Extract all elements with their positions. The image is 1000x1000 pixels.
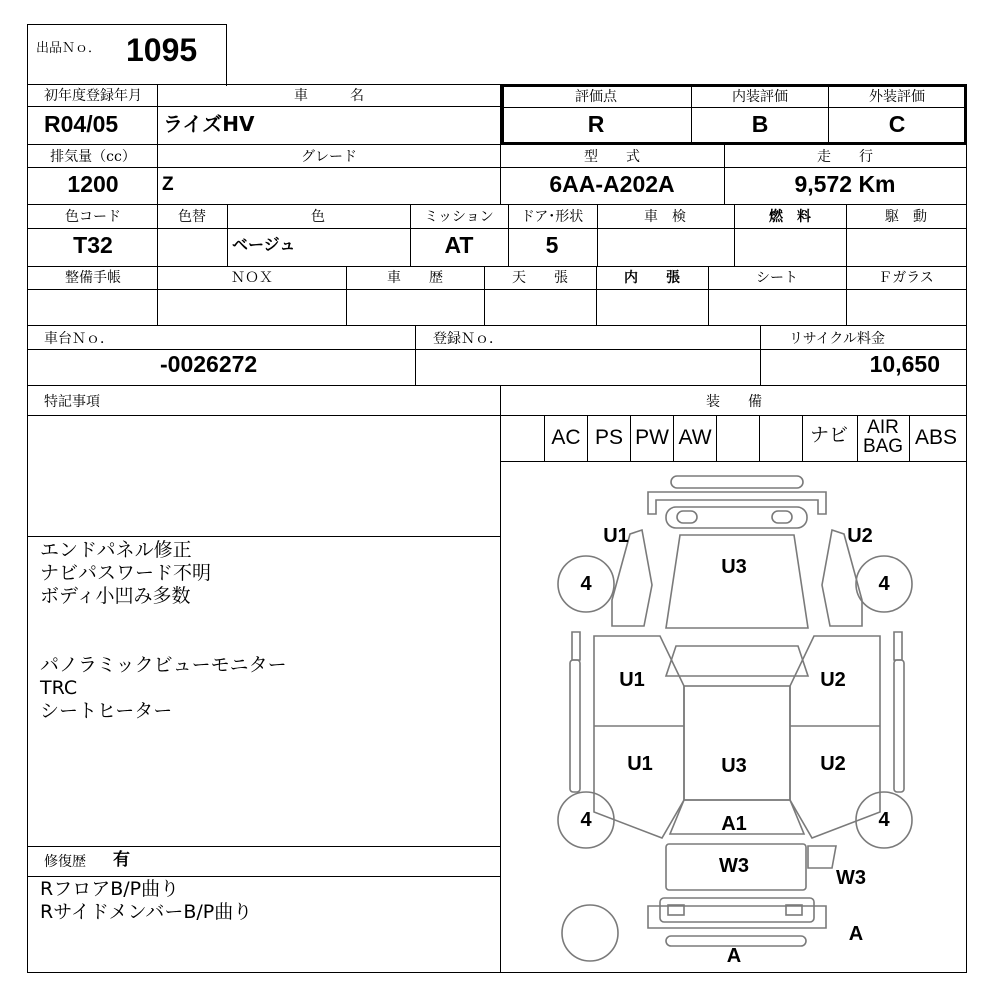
upholstery-label: 内 張	[624, 270, 680, 286]
door-type-label: ドア･形状	[520, 209, 584, 225]
grid-line	[597, 204, 598, 266]
remark-line: ナビパスワード不明	[40, 562, 212, 584]
car-name-value: ライズHV	[163, 112, 255, 136]
grid-line	[27, 204, 967, 205]
mark-rear-right-quarter: W3	[836, 867, 866, 889]
roof	[684, 686, 790, 800]
remark-line: TRC	[40, 677, 78, 699]
grid-line	[587, 415, 588, 461]
grille	[666, 507, 807, 528]
vehicle-history-label: 車 歴	[387, 270, 443, 286]
displacement-value: 1200	[67, 171, 119, 197]
lot-label: 出品Ｎｏ．	[36, 41, 102, 56]
grid-line	[734, 204, 735, 266]
grid-line	[596, 266, 597, 326]
grid-line	[27, 167, 967, 168]
grid-line	[500, 385, 501, 973]
registration-number-label: 登録Ｎｏ．	[433, 331, 503, 347]
ceiling-label: 天 張	[512, 270, 568, 286]
grid-line	[501, 107, 967, 108]
grid-line	[157, 144, 158, 204]
mark-rear-glass: A1	[721, 813, 747, 835]
repair-history-value: 有	[113, 850, 130, 870]
grid-line	[759, 415, 760, 461]
left-sill	[570, 660, 580, 792]
grid-line	[716, 415, 717, 461]
spare-tire	[562, 905, 618, 961]
repair-line: RサイドメンバーB/P曲り	[40, 901, 253, 923]
grid-line	[508, 204, 509, 266]
rear-bumper	[660, 898, 814, 922]
mirror-left	[572, 632, 580, 660]
grid-line	[501, 84, 504, 145]
model-code-label: 型 式	[584, 149, 640, 165]
score-value: R	[587, 111, 605, 137]
equipment-aw: AW	[678, 426, 712, 449]
mileage-label: 走 行	[817, 149, 873, 165]
interior-score-value: B	[751, 111, 769, 137]
repair-line: RフロアB/P曲り	[40, 878, 180, 900]
grid-line	[346, 266, 347, 326]
color-value: ベージュ	[232, 235, 296, 254]
rear-right-quarter	[808, 846, 836, 868]
grid-line	[27, 349, 967, 350]
grid-line	[828, 84, 829, 144]
mark-trunk: W3	[719, 855, 749, 877]
grid-line	[27, 266, 967, 267]
grid-line	[673, 415, 674, 461]
grid-line	[802, 415, 803, 461]
grid-line	[27, 84, 28, 973]
equipment-airbag: AIR BAG	[862, 417, 904, 457]
headlight-left	[677, 511, 697, 523]
inspection-label: 車 検	[644, 209, 686, 225]
repair-history-label: 修復歴	[44, 854, 86, 870]
mark-front-right-tire: 4	[878, 573, 890, 595]
grid-line	[630, 415, 631, 461]
remark-line: エンドパネル修正	[40, 539, 192, 561]
mark-front-right-door: U2	[847, 525, 873, 547]
seat-label: シート	[756, 270, 798, 286]
color-code-value: T32	[73, 232, 113, 258]
exterior-score-label: 外装評価	[869, 89, 925, 105]
grid-line	[27, 536, 501, 537]
grid-line	[27, 415, 967, 416]
grid-line	[27, 24, 28, 86]
grid-line	[226, 24, 227, 86]
mark-roof: U3	[721, 755, 747, 777]
grid-line	[415, 325, 416, 386]
fuel-label: 燃 料	[769, 209, 811, 225]
mark-front-left-tire: 4	[580, 573, 592, 595]
mission-label: ミッション	[424, 209, 494, 225]
rear-bumper-frame	[648, 906, 826, 928]
recycle-fee-label: リサイクル料金	[788, 331, 886, 347]
color-label: 色	[311, 209, 325, 225]
grid-line	[157, 204, 158, 266]
grid-line	[544, 415, 545, 461]
front-bumper-frame	[648, 492, 826, 514]
grid-line	[27, 972, 967, 973]
equipment-ac: AC	[551, 426, 581, 449]
grid-line	[27, 325, 967, 326]
equipment-label: 装 備	[706, 394, 762, 410]
grid-line	[27, 385, 967, 386]
mark-rear-bumper: A	[726, 945, 742, 967]
grid-line	[27, 24, 227, 25]
headlight-right	[772, 511, 792, 523]
score-label: 評価点	[575, 89, 617, 105]
grid-line	[846, 266, 847, 326]
grid-line	[846, 204, 847, 266]
grid-line	[501, 142, 967, 145]
windshield	[666, 646, 808, 676]
remark-line: シートヒーター	[40, 700, 173, 722]
mark-left-front-door: U1	[619, 669, 645, 691]
front-bumper	[671, 476, 803, 488]
remark-line: ボディ小凹み多数	[40, 585, 191, 607]
grid-line	[724, 144, 725, 204]
remarks-label: 特記事項	[44, 394, 100, 410]
grade-label: グレード	[301, 149, 357, 165]
grid-line	[966, 84, 967, 973]
grid-line	[691, 84, 692, 144]
grid-line	[501, 84, 967, 87]
remark-line: パノラミックビューモニター	[40, 654, 287, 676]
mark-rear-left-tire: 4	[580, 809, 592, 831]
grid-line	[157, 266, 158, 326]
equipment-pw: PW	[635, 426, 669, 449]
lot-number: 1095	[126, 32, 198, 68]
displacement-label: 排気量（cc）	[50, 149, 136, 165]
grid-line	[27, 289, 967, 290]
grid-line	[157, 84, 158, 144]
maintenance-record-label: 整備手帳	[65, 270, 121, 286]
right-sill	[894, 660, 904, 792]
grid-line	[27, 144, 501, 145]
mark-front-left-door: U1	[603, 525, 629, 547]
grid-line	[27, 846, 501, 847]
drive-label: 駆 動	[885, 209, 927, 225]
left-side	[594, 636, 684, 838]
exterior-score-value: C	[888, 111, 906, 137]
mileage-value: 9,572 Km	[794, 171, 896, 197]
mission-value: AT	[444, 232, 474, 258]
interior-score-label: 内装評価	[732, 89, 788, 105]
equipment-ps: PS	[594, 426, 624, 449]
equipment-abs: ABS	[914, 426, 958, 449]
chassis-number-value: -0026272	[160, 351, 258, 377]
repaint-label: 色替	[178, 209, 206, 225]
grid-line	[484, 266, 485, 326]
hood	[666, 535, 808, 628]
mark-rear-bumper-right: A	[848, 923, 864, 945]
color-code-label: 色コード	[65, 209, 121, 225]
grid-line	[708, 266, 709, 326]
grid-line	[909, 415, 910, 461]
mark-right-front-door: U2	[820, 669, 846, 691]
grid-line	[964, 84, 967, 145]
grade-value: Z	[162, 174, 174, 195]
door-type-value: 5	[545, 232, 559, 258]
model-code-value: 6AA-A202A	[549, 171, 675, 197]
mark-left-rear-door: U1	[627, 753, 653, 775]
right-side	[790, 636, 880, 838]
grid-line	[500, 144, 501, 204]
grid-line	[27, 876, 501, 877]
mirror-right	[894, 632, 902, 660]
mark-hood: U3	[721, 556, 747, 578]
front-glass-label: Ｆガラス	[878, 270, 934, 286]
grid-line	[760, 325, 761, 386]
recycle-fee-value: 10,650	[869, 351, 940, 377]
equipment-navi: ナビ	[809, 424, 849, 446]
grid-line	[410, 204, 411, 266]
mark-rear-right-tire: 4	[878, 809, 890, 831]
first-registration-value: R04/05	[44, 111, 119, 137]
grid-line	[27, 228, 967, 229]
car-damage-diagram	[502, 462, 966, 972]
grid-line	[27, 106, 501, 107]
chassis-number-label: 車台Ｎｏ．	[44, 331, 114, 347]
mark-right-rear-door: U2	[820, 753, 846, 775]
nox-label: ＮＯＸ	[231, 270, 273, 286]
car-name-label: 車 名	[294, 88, 364, 104]
first-registration-label: 初年度登録年月	[44, 88, 142, 104]
grid-line	[227, 204, 228, 266]
